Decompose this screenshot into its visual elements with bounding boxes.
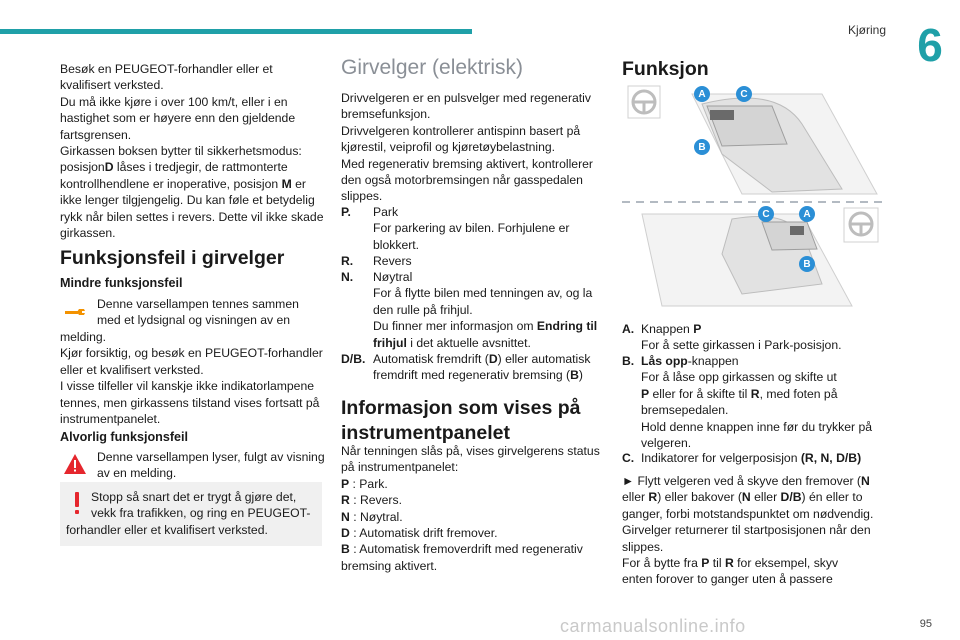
text-line: Nøytral (373, 270, 413, 284)
text-line: fartsgrensen. (60, 127, 132, 142)
wrench-icon (62, 300, 88, 322)
col2-info (341, 443, 606, 574)
text-line: på instrumentpanelet: (341, 460, 459, 475)
callout-b: B (799, 256, 815, 272)
text-line: med et lydsignal og visningen av en (97, 313, 291, 328)
col1-intro (60, 61, 325, 241)
text-line: posisjonD låses i tredjegir, de rattmonterte (60, 160, 288, 175)
text-line: For å sette girkassen i Park-posisjon. (641, 338, 842, 353)
text-line: Stopp så snart det er trygt å gjøre det, (91, 490, 297, 504)
heading-selector-fault: Funksjonsfeil i girvelger (60, 247, 285, 269)
text-line: Med regenerativ bremsing aktivert, kontrollerer (341, 156, 593, 171)
text-line: kontrollhendlene er inoperative, posisjon M er (60, 176, 306, 191)
text-line: instrumentpanelet. (60, 412, 161, 427)
text-line: Indikatorer for velgerposisjon (R, N, D/B) (641, 451, 862, 465)
text-line: eller et kvalifisert verksted. (60, 362, 204, 377)
text-line: kjørestil, veiprofil og kjøretøybelastning. (341, 140, 556, 155)
text-line: Besøk en PEUGEOT-forhandler eller et (60, 62, 273, 76)
heading-gear-selector: Girvelger (elektrisk) (341, 56, 524, 79)
def-reverse (341, 253, 606, 270)
header-accent-bar (0, 29, 472, 34)
text-line: frihjul i det aktuelle avsnittet. (373, 335, 531, 350)
text-line: Denne varsellampen lyser, fulgt av visning (97, 450, 325, 464)
def-key: N. (341, 270, 354, 284)
def-key: P. (341, 205, 351, 219)
text-line: ganger, forbi motstandspunktet om nødvendig. (622, 506, 874, 521)
def-key: D/B. (341, 352, 366, 366)
warning-note-body (66, 522, 321, 538)
exclamation-icon (72, 492, 82, 516)
text-line: Når tenningen slås på, vises girvelgerens status (341, 444, 600, 458)
text-line: kvalifisert verksted. (60, 78, 164, 93)
text-line: P eller for å skifte til R, med foten på (641, 386, 838, 401)
text-line: den også motorbremsingen når gasspedalen (341, 173, 583, 188)
text-line: Drivvelgeren kontrollerer antispinn basert på (341, 123, 581, 138)
text-line: Lås opp-knappen (641, 354, 739, 368)
info-item: D : Automatisk drift fremover. (341, 526, 498, 541)
text-line: Knappen P (641, 322, 702, 336)
text-line: vekk fra trafikken, og ring en PEUGEOT- (91, 506, 311, 521)
text-line: velgeren. (641, 436, 692, 451)
steering-wheel-icon (844, 208, 878, 242)
text-line: tennes, men girkassens tilstand vises fortsatt på (60, 395, 320, 410)
text-line: Revers (373, 254, 412, 268)
text-line: Du må ikke kjøre i over 100 km/t, eller i en (60, 94, 288, 109)
callout-a: A (694, 86, 710, 102)
def-drive (341, 351, 606, 385)
text-line: eller R) eller bakover (N eller D/B) én eller to (622, 490, 863, 505)
text-line: blokkert. (373, 237, 420, 252)
text-line: Girkassen boksen bytter til sikkerhetsmodus: (60, 144, 302, 159)
heading-line: Informasjon som vises på (341, 397, 581, 419)
warning-note-box (60, 482, 322, 546)
heading-line: instrumentpanelet (341, 422, 511, 444)
minor-fault-indented (97, 296, 327, 329)
text-line: forhandler eller et kvalifisert verksted. (66, 523, 268, 537)
steering-wheel-icon (628, 86, 660, 118)
chapter-number: 6 (917, 19, 943, 71)
text-line: ikke lenger tilgjengelig. Du kan føle et betydelig (60, 193, 315, 208)
text-line: For å bytte fra P til R for eksempel, skyv (622, 556, 839, 571)
text-line: slippes. (341, 189, 383, 204)
def-neutral (341, 269, 606, 351)
def-a (622, 321, 887, 355)
text-line: Denne varsellampen tennes sammen (97, 297, 299, 311)
info-item: B : Automatisk fremoverdrift med regenerativ (341, 542, 583, 557)
text-line: Automatisk fremdrift (D) eller automatisk (373, 352, 591, 366)
heading-instrument-info (341, 396, 606, 446)
text-line: For parkering av bilen. Forhjulene er (373, 221, 570, 236)
def-key: B. (622, 354, 635, 368)
text-line: Drivvelgeren er en pulsvelger med regenerativ (341, 91, 591, 105)
def-key: R. (341, 254, 354, 268)
info-item: N : Nøytral. (341, 509, 403, 524)
text-line: bremsefunksjon. (341, 107, 431, 122)
watermark: carmanualsonline.info (560, 616, 746, 636)
minor-fault-body (60, 329, 325, 427)
def-park (341, 204, 606, 254)
minor-fault-title: Mindre funksjonsfeil (60, 276, 183, 290)
text-line: For å flytte bilen med tenningen av, og la (373, 286, 593, 301)
text-line: girkassen. (60, 226, 116, 241)
text-line: For å låse opp girkassen og skifte ut (641, 370, 837, 385)
col2-intro (341, 90, 601, 205)
text-line: den rulle på frihjul. (373, 302, 473, 317)
chapter-tab (900, 0, 960, 90)
page-number: 95 (919, 618, 932, 630)
text-line: ► Flytt velgeren ved å skyve den fremover (N (622, 474, 870, 488)
major-fault-title: Alvorlig funksjonsfeil (60, 430, 189, 444)
info-item: R : Revers. (341, 493, 402, 508)
text-line: I visse tilfeller vil kanskje ikke indikatorlampene (60, 379, 315, 394)
text-line: Kjør forsiktig, og besøk en PEUGEOT-forhandler (60, 346, 323, 361)
text-line: Girvelger returnerer til startposisjonen når den (622, 523, 871, 538)
text-line: enten forover to ganger uten å passere (622, 572, 833, 587)
text-line: fremdrift med regenerativ bremsing (B) (373, 368, 583, 383)
text-line: rykk når bilen settes i revers. Dette vil ikke skade (60, 209, 324, 224)
callout-c: C (736, 86, 752, 102)
text-line: av en melding. (97, 466, 177, 481)
callout-b: B (694, 139, 710, 155)
warning-note-indented (91, 489, 319, 522)
heading-function: Funksjon (622, 58, 709, 80)
text-line: Du finner mer informasjon om Endring til (373, 319, 598, 334)
text-line: hastighet som er høyere enn den gjeldende (60, 111, 296, 126)
text-line: bremsepedalen. (641, 403, 729, 418)
def-key: C. (622, 451, 635, 465)
text-line: Hold denne knappen inne før du trykker på (641, 419, 873, 434)
def-b (622, 353, 887, 453)
major-fault-indented (97, 449, 327, 482)
callout-a: A (799, 206, 815, 222)
text-line: bremsing aktivert. (341, 558, 438, 573)
text-line: slippes. (622, 539, 664, 554)
col3-body (622, 473, 890, 588)
callout-c: C (758, 206, 774, 222)
gear-selector-illustration (622, 84, 884, 308)
section-label: Kjøring (847, 23, 886, 37)
def-key: A. (622, 322, 635, 336)
def-c (622, 450, 887, 467)
warning-triangle-icon (62, 453, 88, 475)
text-line: Park (373, 205, 399, 219)
info-item: P : Park. (341, 476, 388, 491)
text-line: melding. (60, 330, 107, 344)
